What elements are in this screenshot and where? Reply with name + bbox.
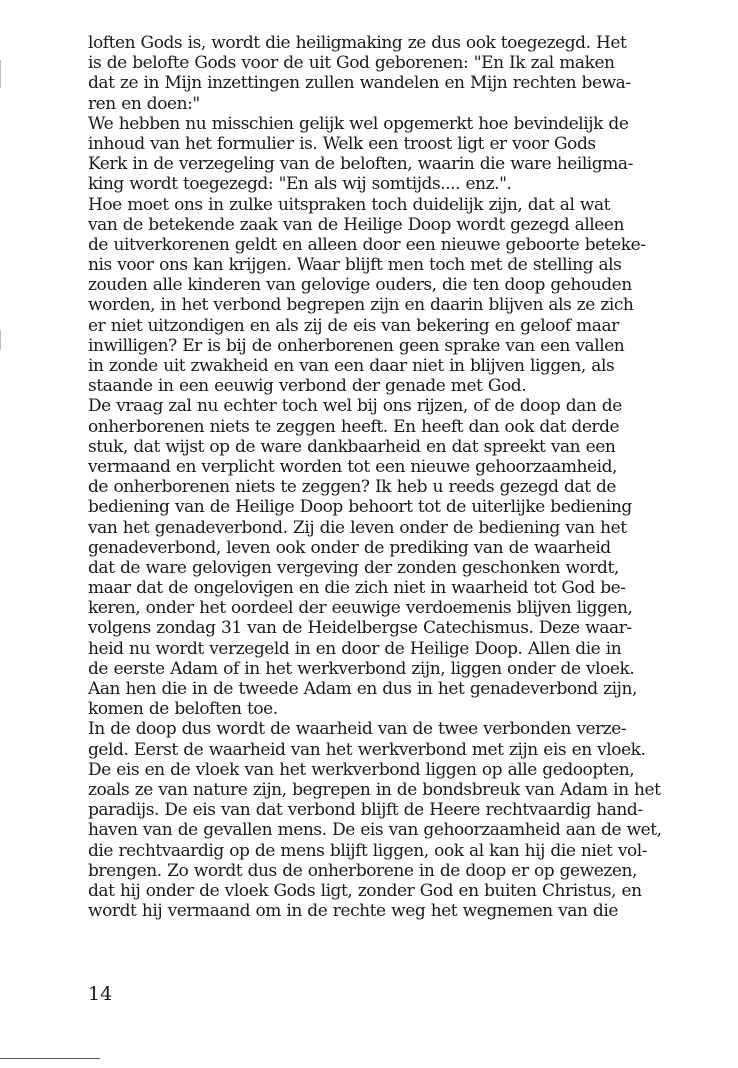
text-line: zouden alle kinderen van gelovige ouders, die ten doop gehouden [88, 275, 632, 296]
text-line: nis voor ons kan krijgen. Waar blijft men toch met de stelling als [88, 255, 622, 276]
text-line: vermaand en verplicht worden tot een nieuwe gehoorzaamheid, [88, 456, 617, 477]
text-line: volgens zondag 31 van de Heidelbergse Catechismus. Deze waar- [88, 618, 632, 639]
text-line: bediening van de Heilige Doop behoort tot de uiterlijke bediening [88, 497, 632, 518]
text-line: zoals ze van nature zijn, begrepen in de bondsbreuk van Adam in het [88, 779, 661, 800]
text-line: de uitverkorenen geldt en alleen door een nieuwe geboorte beteke- [88, 234, 646, 255]
text-line: worden, in het verbond begrepen zijn en daarin blijven als ze zich [88, 295, 634, 316]
text-line: stuk, dat wijst op de ware dankbaarheid en dat spreekt van een [88, 436, 616, 457]
page-number: 14 [88, 983, 113, 1005]
text-line: van de betekende zaak van de Heilige Doop wordt gezegd alleen [88, 214, 625, 235]
text-line: ren en doen:" [88, 93, 200, 114]
text-line: paradijs. De eis van dat verbond blijft de Heere rechtvaardig hand- [88, 800, 643, 821]
text-line: in zonde uit zwakheid en van een daar niet in blijven liggen, als [88, 356, 615, 376]
text-line: Kerk in de verzegeling van de beloften, waarin die ware heiligma- [88, 154, 633, 175]
scan-edge-mark [0, 330, 1, 350]
text-line: van het genadeverbond. Zij die leven onder de bediening van het [88, 517, 627, 538]
text-line: maar dat de ongelovigen en die zich niet in waarheid tot God be- [88, 578, 626, 599]
text-line: dat ze in Mijn inzettingen zullen wandelen en Mijn rechten bewa- [88, 73, 631, 94]
text-line: onherborenen niets te zeggen heeft. En heeft dan ook dat derde [88, 416, 620, 437]
text-line: dat de ware gelovigen vergeving der zonden geschonken wordt, [88, 557, 619, 578]
text-line: De vraag zal nu echter toch wel bij ons rijzen, of de doop dan de [88, 396, 622, 417]
text-line: er niet uitzondigen en als zij de eis van bekering en geloof maar [88, 315, 619, 336]
text-line: loften Gods is, wordt die heiligmaking ze dus ook toegezegd. Het [88, 33, 627, 53]
text-line: inwilligen? Er is bij de onherborenen geen sprake van een vallen [88, 335, 625, 356]
text-line: die rechtvaardig op de mens blijft liggen, ook al kan hij die niet vol- [88, 840, 648, 861]
text-line: wordt hij vermaand om in de rechte weg het wegnemen van die [88, 901, 618, 922]
text-line: In de doop dus wordt de waarheid van de twee verbonden verze- [88, 719, 627, 740]
bottom-rule [0, 1058, 100, 1059]
text-line: Hoe moet ons in zulke uitspraken toch duidelijk zijn, dat al wat [88, 194, 611, 215]
text-line: inhoud van het formulier is. Welk een troost ligt er voor Gods [88, 133, 596, 154]
text-line: heid nu wordt verzegeld in en door de Heilige Doop. Allen die in [88, 638, 622, 659]
text-line: brengen. Zo wordt dus de onherborene in de doop er op gewezen, [88, 860, 637, 881]
text-line: dat hij onder de vloek Gods ligt, zonder God en buiten Christus, en [88, 880, 642, 901]
text-line: keren, onder het oordeel der eeuwige verdoemenis blijven liggen, [88, 598, 633, 619]
text-line: king wordt toegezegd: "En als wij somtijds.... enz.". [88, 174, 512, 195]
text-line: We hebben nu misschien gelijk wel opgemerkt hoe bevindelijk de [88, 113, 629, 134]
body-text [88, 33, 703, 921]
text-line: haven van de gevallen mens. De eis van gehoorzaamheid aan de wet, [88, 820, 662, 841]
text-line: de onherborenen niets te zeggen? Ik heb u reeds gezegd dat de [88, 477, 617, 498]
text-line: komen de beloften toe. [88, 699, 278, 720]
text-line: genadeverbond, leven ook onder de prediking van de waarheid [88, 537, 611, 558]
text-line: de eerste Adam of in het werkverbond zijn, liggen onder de vloek. [88, 658, 635, 679]
text-line: Aan hen die in de tweede Adam en dus in het genadeverbond zijn, [88, 679, 637, 699]
text-line: is de belofte Gods voor de uit God geborenen: "En Ik zal maken [88, 53, 615, 74]
text-line: staande in een eeuwig verbond der genade met God. [88, 376, 527, 397]
scan-edge-mark [0, 60, 1, 88]
text-line: geld. Eerst de waarheid van het werkverbond met zijn eis en vloek. [88, 739, 646, 760]
text-line: De eis en de vloek van het werkverbond liggen op alle gedoopten, [88, 759, 635, 780]
